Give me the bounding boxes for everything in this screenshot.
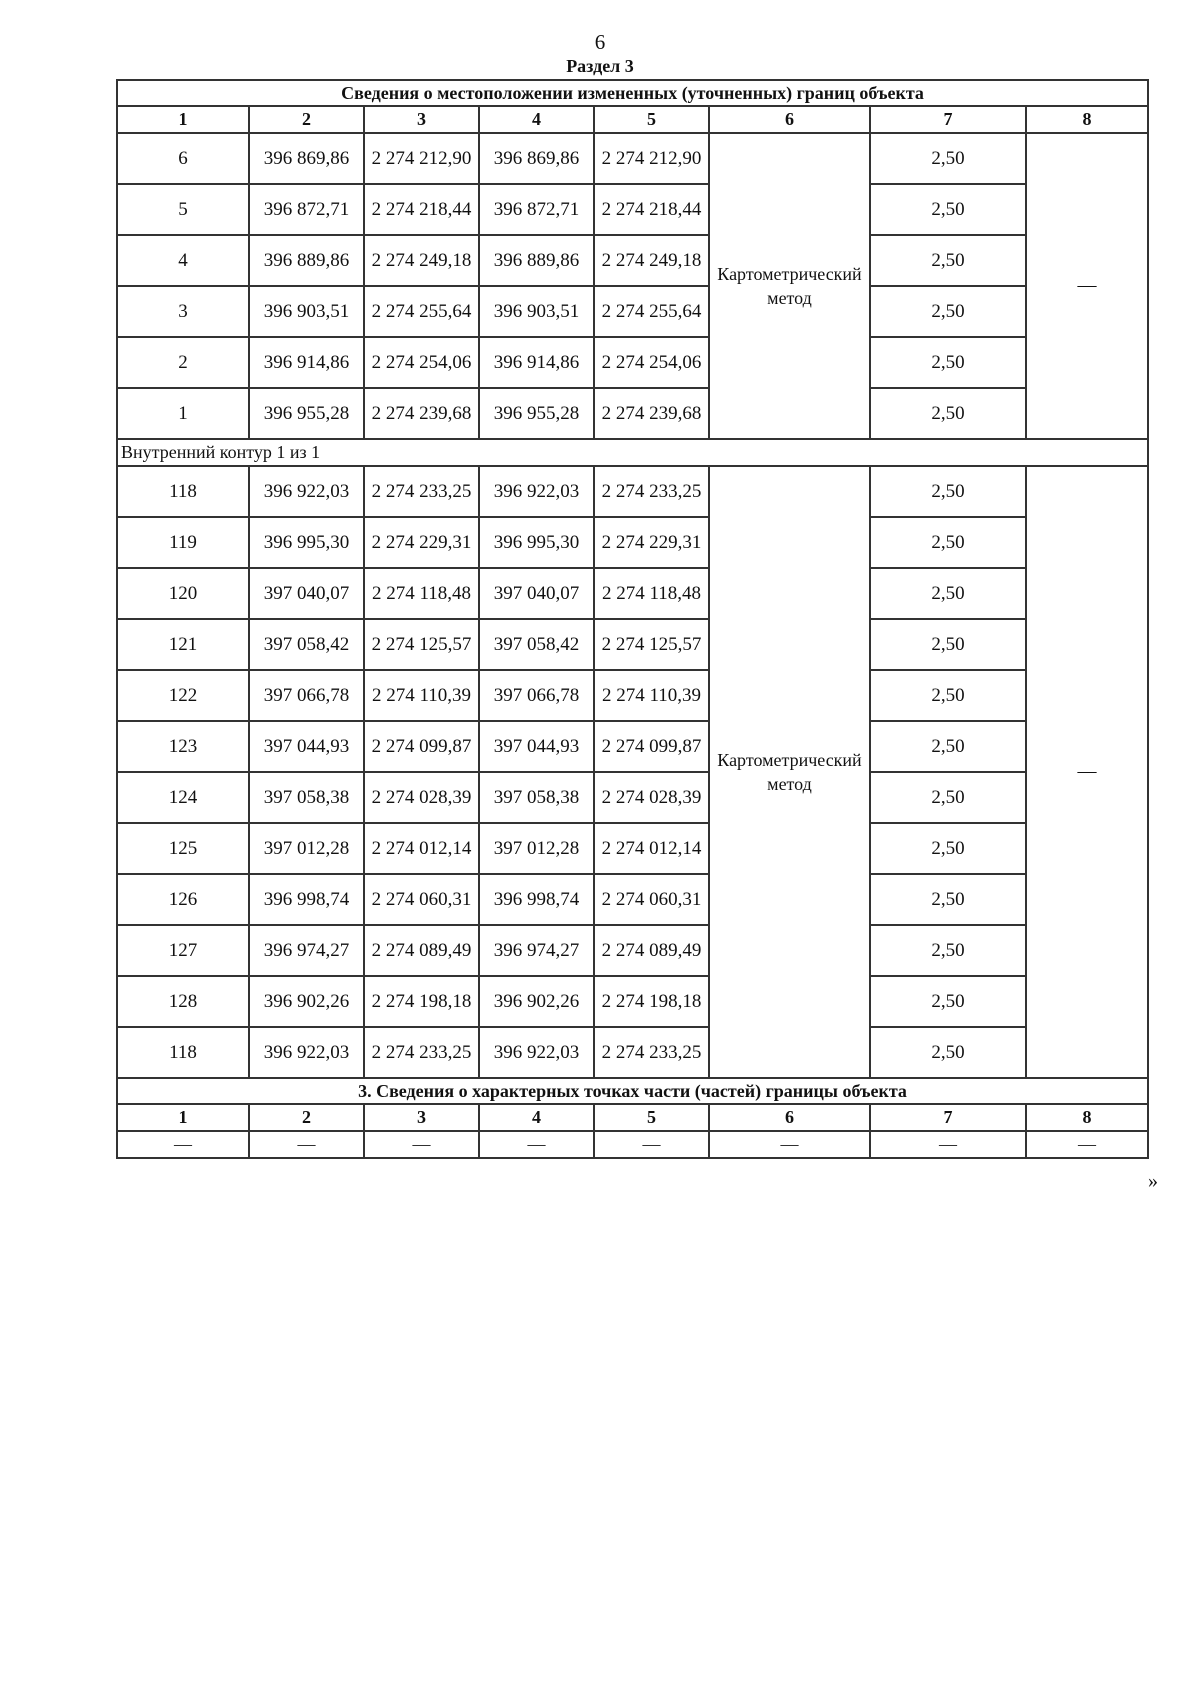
- table-row: [117, 721, 1148, 772]
- accuracy-cell: 2,50: [870, 388, 1026, 439]
- inner-contour-label-row: [117, 439, 1148, 466]
- closing-quote: »: [1148, 1170, 1158, 1192]
- accuracy-cell: 2,50: [870, 286, 1026, 337]
- accuracy-cell: 2,50: [870, 721, 1026, 772]
- accuracy-cell: 2,50: [870, 874, 1026, 925]
- column-header: 6: [709, 106, 870, 133]
- coordinate-cell: 2 274 060,31: [364, 874, 479, 925]
- coordinate-cell: 2 274 028,39: [594, 772, 709, 823]
- coordinate-cell: 2 274 118,48: [594, 568, 709, 619]
- point-number: 122: [117, 670, 249, 721]
- table-row: [117, 619, 1148, 670]
- coordinate-cell: 397 012,28: [479, 823, 594, 874]
- coordinate-cell: 2 274 060,31: [594, 874, 709, 925]
- table-row: [117, 925, 1148, 976]
- coordinate-cell: 2 274 212,90: [364, 133, 479, 184]
- coordinate-cell: 396 872,71: [249, 184, 364, 235]
- point-number: 118: [117, 1027, 249, 1078]
- dash-cell: —: [594, 1131, 709, 1158]
- coordinate-cell: 397 066,78: [249, 670, 364, 721]
- dash-cell: —: [364, 1131, 479, 1158]
- coordinate-cell: 396 974,27: [249, 925, 364, 976]
- coordinate-cell: 396 889,86: [249, 235, 364, 286]
- dash-cell: —: [870, 1131, 1026, 1158]
- table-row: [117, 772, 1148, 823]
- inner-contour-label: Внутренний контур 1 из 1: [117, 439, 1148, 466]
- coordinate-cell: 2 274 239,68: [364, 388, 479, 439]
- column-header: 4: [479, 1104, 594, 1131]
- coordinate-cell: 2 274 198,18: [594, 976, 709, 1027]
- accuracy-cell: 2,50: [870, 337, 1026, 388]
- accuracy-cell: 2,50: [870, 517, 1026, 568]
- coordinate-cell: 2 274 233,25: [594, 1027, 709, 1078]
- column-header: 7: [870, 106, 1026, 133]
- column-header: 5: [594, 1104, 709, 1131]
- table-row: [117, 337, 1148, 388]
- table-row: [117, 388, 1148, 439]
- coordinate-cell: 397 012,28: [249, 823, 364, 874]
- coordinate-cell: 396 922,03: [479, 1027, 594, 1078]
- coordinate-cell: 2 274 254,06: [364, 337, 479, 388]
- table-row: [117, 874, 1148, 925]
- coordinate-cell: 396 922,03: [249, 1027, 364, 1078]
- point-number: 4: [117, 235, 249, 286]
- boundary-table: [116, 79, 1149, 1159]
- coordinate-cell: 2 274 229,31: [594, 517, 709, 568]
- coordinate-cell: 2 274 198,18: [364, 976, 479, 1027]
- point-number: 121: [117, 619, 249, 670]
- column-header: 2: [249, 1104, 364, 1131]
- accuracy-cell: 2,50: [870, 823, 1026, 874]
- coordinate-cell: 396 902,26: [249, 976, 364, 1027]
- coordinate-cell: 2 274 233,25: [594, 466, 709, 517]
- accuracy-cell: 2,50: [870, 133, 1026, 184]
- coordinate-cell: 397 044,93: [249, 721, 364, 772]
- coordinate-cell: 396 903,51: [249, 286, 364, 337]
- table-row: [117, 823, 1148, 874]
- coordinate-cell: 2 274 028,39: [364, 772, 479, 823]
- column-header: 4: [479, 106, 594, 133]
- table-row: [117, 1027, 1148, 1078]
- table-row: [117, 670, 1148, 721]
- point-number: 3: [117, 286, 249, 337]
- accuracy-cell: 2,50: [870, 568, 1026, 619]
- parts-title: 3. Сведения о характерных точках части (частей) границы объекта: [117, 1078, 1148, 1104]
- point-number: 118: [117, 466, 249, 517]
- coordinate-cell: 396 914,86: [249, 337, 364, 388]
- coordinate-cell: 397 058,38: [479, 772, 594, 823]
- dash-cell: —: [117, 1131, 249, 1158]
- parts-header-row: [117, 1104, 1148, 1131]
- coordinate-cell: 397 066,78: [479, 670, 594, 721]
- coordinate-cell: 2 274 218,44: [594, 184, 709, 235]
- coordinate-cell: 2 274 012,14: [594, 823, 709, 874]
- point-number: 6: [117, 133, 249, 184]
- table-row: [117, 976, 1148, 1027]
- coordinate-cell: 396 922,03: [249, 466, 364, 517]
- dash-cell: —: [709, 1131, 870, 1158]
- table-row: [117, 286, 1148, 337]
- point-number: 123: [117, 721, 249, 772]
- table-row: [117, 133, 1148, 184]
- coordinate-cell: 396 889,86: [479, 235, 594, 286]
- coordinate-cell: 2 274 255,64: [364, 286, 479, 337]
- coordinate-cell: 396 995,30: [249, 517, 364, 568]
- dash-cell: —: [249, 1131, 364, 1158]
- table-title-row: [117, 80, 1148, 106]
- point-number: 124: [117, 772, 249, 823]
- coordinate-cell: 2 274 212,90: [594, 133, 709, 184]
- column-header: 8: [1026, 1104, 1148, 1131]
- coordinate-cell: 2 274 099,87: [364, 721, 479, 772]
- page-number: 6: [594, 30, 606, 54]
- column-header: 5: [594, 106, 709, 133]
- coordinate-cell: 2 274 125,57: [594, 619, 709, 670]
- table-title: Сведения о местоположении измененных (уточненных) границ объекта: [117, 80, 1148, 106]
- coordinate-cell: 397 058,42: [479, 619, 594, 670]
- point-number: 120: [117, 568, 249, 619]
- coordinate-cell: 2 274 218,44: [364, 184, 479, 235]
- point-number: 2: [117, 337, 249, 388]
- section-title: Раздел 3: [566, 56, 634, 76]
- coordinate-cell: 396 974,27: [479, 925, 594, 976]
- coordinate-cell: 396 922,03: [479, 466, 594, 517]
- accuracy-cell: 2,50: [870, 184, 1026, 235]
- coordinate-cell: 396 995,30: [479, 517, 594, 568]
- parts-title-row: [117, 1078, 1148, 1104]
- table-row: [117, 517, 1148, 568]
- method-cell: Картометрический метод: [709, 466, 870, 1078]
- table-row: [117, 235, 1148, 286]
- coordinate-cell: 2 274 118,48: [364, 568, 479, 619]
- accuracy-cell: 2,50: [870, 235, 1026, 286]
- coordinate-cell: 2 274 125,57: [364, 619, 479, 670]
- column-header: 3: [364, 106, 479, 133]
- coordinate-cell: 396 903,51: [479, 286, 594, 337]
- table-row: [117, 568, 1148, 619]
- column-header: 3: [364, 1104, 479, 1131]
- coordinate-cell: 2 274 254,06: [594, 337, 709, 388]
- coordinate-cell: 2 274 089,49: [364, 925, 479, 976]
- coordinate-cell: 2 274 239,68: [594, 388, 709, 439]
- coordinate-cell: 396 914,86: [479, 337, 594, 388]
- coordinate-cell: 397 040,07: [249, 568, 364, 619]
- coordinate-cell: 2 274 099,87: [594, 721, 709, 772]
- coordinate-cell: 396 998,74: [249, 874, 364, 925]
- table-row: [117, 184, 1148, 235]
- point-number: 128: [117, 976, 249, 1027]
- method-cell: Картометрический метод: [709, 133, 870, 439]
- point-number: 125: [117, 823, 249, 874]
- col8-dash: —: [1026, 133, 1148, 439]
- column-header: 8: [1026, 106, 1148, 133]
- col8-dash: —: [1026, 466, 1148, 1078]
- column-header: 7: [870, 1104, 1026, 1131]
- coordinate-cell: 397 044,93: [479, 721, 594, 772]
- column-header: 1: [117, 106, 249, 133]
- accuracy-cell: 2,50: [870, 619, 1026, 670]
- coordinate-cell: 396 869,86: [249, 133, 364, 184]
- coordinate-cell: 2 274 110,39: [594, 670, 709, 721]
- table-row: [117, 466, 1148, 517]
- coordinate-cell: 2 274 233,25: [364, 1027, 479, 1078]
- point-number: 119: [117, 517, 249, 568]
- point-number: 5: [117, 184, 249, 235]
- coordinate-cell: 2 274 233,25: [364, 466, 479, 517]
- coordinate-cell: 2 274 229,31: [364, 517, 479, 568]
- coordinate-cell: 397 040,07: [479, 568, 594, 619]
- coordinate-cell: 396 955,28: [249, 388, 364, 439]
- coordinate-cell: 2 274 012,14: [364, 823, 479, 874]
- coordinate-cell: 2 274 089,49: [594, 925, 709, 976]
- coordinate-cell: 397 058,42: [249, 619, 364, 670]
- coordinate-cell: 396 872,71: [479, 184, 594, 235]
- accuracy-cell: 2,50: [870, 670, 1026, 721]
- accuracy-cell: 2,50: [870, 466, 1026, 517]
- coordinate-cell: 396 869,86: [479, 133, 594, 184]
- column-header: 1: [117, 1104, 249, 1131]
- coordinate-cell: 396 902,26: [479, 976, 594, 1027]
- point-number: 127: [117, 925, 249, 976]
- coordinate-cell: 2 274 255,64: [594, 286, 709, 337]
- coordinate-cell: 396 998,74: [479, 874, 594, 925]
- coordinate-cell: 396 955,28: [479, 388, 594, 439]
- column-header: 2: [249, 106, 364, 133]
- dash-cell: —: [1026, 1131, 1148, 1158]
- point-number: 126: [117, 874, 249, 925]
- coordinate-cell: 2 274 110,39: [364, 670, 479, 721]
- column-header: 6: [709, 1104, 870, 1131]
- parts-data-row: [117, 1131, 1148, 1158]
- coordinate-cell: 397 058,38: [249, 772, 364, 823]
- accuracy-cell: 2,50: [870, 925, 1026, 976]
- accuracy-cell: 2,50: [870, 772, 1026, 823]
- column-header-row: [117, 106, 1148, 133]
- point-number: 1: [117, 388, 249, 439]
- coordinate-cell: 2 274 249,18: [364, 235, 479, 286]
- coordinate-cell: 2 274 249,18: [594, 235, 709, 286]
- accuracy-cell: 2,50: [870, 1027, 1026, 1078]
- accuracy-cell: 2,50: [870, 976, 1026, 1027]
- dash-cell: —: [479, 1131, 594, 1158]
